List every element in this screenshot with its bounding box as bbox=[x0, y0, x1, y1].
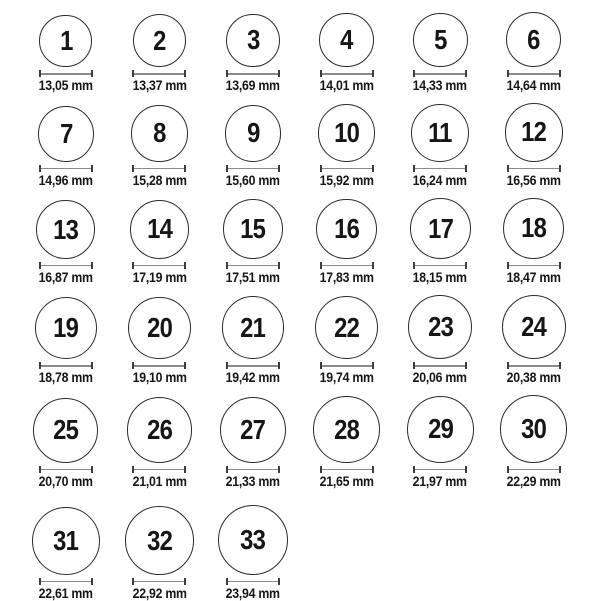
diameter-measure-line bbox=[226, 578, 280, 585]
ring-size-circle bbox=[411, 104, 469, 162]
diameter-label: 16,56 mm bbox=[506, 171, 561, 188]
ring-size-number: 14 bbox=[146, 213, 172, 245]
ring-size-item bbox=[300, 104, 394, 187]
ring-size-number: 27 bbox=[240, 413, 266, 445]
diameter-measure-line bbox=[39, 578, 93, 585]
diameter-label: 19,42 mm bbox=[225, 369, 281, 386]
diameter-measure-line bbox=[413, 466, 467, 473]
diameter-label: 22,92 mm bbox=[132, 584, 187, 601]
diameter-measure-line bbox=[413, 70, 467, 77]
diameter-label: 19,74 mm bbox=[319, 369, 374, 386]
ring-size-item bbox=[19, 200, 113, 285]
ring-size-number: 20 bbox=[146, 312, 172, 344]
ring-size-circle bbox=[315, 296, 378, 359]
measure-line-bar bbox=[134, 581, 184, 583]
diameter-measure-line bbox=[226, 466, 280, 473]
measure-line-bar bbox=[228, 73, 278, 75]
diameter-measure-line bbox=[132, 362, 186, 369]
measure-line-bar bbox=[228, 365, 278, 367]
ring-size-number: 8 bbox=[153, 117, 166, 149]
ring-size-circle bbox=[226, 14, 280, 68]
diameter-measure-line bbox=[226, 165, 280, 172]
diameter-measure-line bbox=[320, 165, 374, 172]
measure-line-bar bbox=[415, 73, 465, 75]
diameter-measure-line bbox=[132, 262, 186, 269]
ring-size-circle bbox=[505, 103, 563, 161]
diameter-label: 19,10 mm bbox=[132, 369, 187, 386]
ring-size-circle bbox=[413, 13, 468, 68]
diameter-label: 23,94 mm bbox=[225, 584, 281, 601]
ring-size-number: 2 bbox=[153, 24, 166, 56]
diameter-label: 18,15 mm bbox=[413, 268, 468, 285]
ring-size-number: 10 bbox=[334, 116, 359, 148]
ring-size-item bbox=[300, 296, 394, 385]
diameter-label: 20,70 mm bbox=[38, 472, 93, 489]
diameter-measure-line bbox=[413, 165, 467, 172]
ring-size-item bbox=[206, 296, 300, 385]
ring-size-item bbox=[113, 14, 207, 93]
ring-size-number: 6 bbox=[527, 23, 540, 55]
chart-row bbox=[19, 198, 581, 285]
ring-size-item bbox=[113, 105, 207, 187]
measure-line-bar bbox=[415, 265, 465, 267]
ring-size-circle bbox=[318, 104, 375, 161]
ring-size-number: 19 bbox=[53, 312, 79, 344]
ring-size-circle bbox=[218, 505, 288, 575]
ring-size-circle bbox=[407, 396, 474, 463]
measure-line-bar bbox=[509, 168, 559, 170]
measure-line-bar bbox=[322, 168, 372, 170]
ring-size-number: 31 bbox=[53, 524, 79, 556]
measure-line-bar bbox=[41, 581, 91, 583]
ring-size-item bbox=[393, 198, 487, 285]
ring-size-circle bbox=[38, 106, 94, 162]
diameter-measure-line bbox=[320, 262, 374, 269]
diameter-label: 20,06 mm bbox=[413, 369, 468, 386]
ring-size-number: 11 bbox=[428, 116, 452, 148]
ring-size-item bbox=[113, 397, 207, 488]
chart-row bbox=[19, 505, 581, 601]
ring-size-number: 9 bbox=[246, 117, 260, 149]
measure-line-bar bbox=[41, 365, 91, 367]
diameter-label: 13,69 mm bbox=[225, 77, 281, 94]
measure-line-bar bbox=[41, 469, 91, 471]
ring-size-number: 15 bbox=[240, 213, 266, 245]
diameter-label: 15,28 mm bbox=[132, 171, 187, 188]
ring-size-number: 22 bbox=[334, 311, 359, 343]
ring-size-number: 25 bbox=[53, 414, 79, 446]
diameter-measure-line bbox=[226, 362, 280, 369]
ring-size-circle bbox=[223, 199, 283, 259]
ring-size-circle bbox=[127, 397, 192, 462]
ring-size-circle bbox=[225, 105, 282, 162]
ring-size-circle bbox=[500, 395, 567, 462]
ring-size-circle bbox=[128, 297, 190, 359]
diameter-label: 14,64 mm bbox=[506, 77, 561, 94]
measure-line-bar bbox=[228, 168, 278, 170]
ring-size-number: 3 bbox=[246, 24, 260, 56]
ring-size-circle bbox=[222, 296, 285, 359]
ring-size-item bbox=[113, 506, 207, 600]
diameter-label: 16,24 mm bbox=[413, 171, 468, 188]
ring-size-number: 12 bbox=[521, 116, 547, 148]
diameter-label: 14,33 mm bbox=[413, 77, 468, 94]
measure-line-bar bbox=[134, 265, 184, 267]
measure-line-bar bbox=[134, 469, 184, 471]
ring-size-item bbox=[487, 198, 581, 285]
ring-size-item bbox=[206, 505, 300, 601]
diameter-measure-line bbox=[320, 70, 374, 77]
diameter-label: 13,05 mm bbox=[38, 77, 93, 94]
measure-line-bar bbox=[228, 469, 278, 471]
measure-line-bar bbox=[322, 365, 372, 367]
measure-line-bar bbox=[322, 265, 372, 267]
diameter-label: 21,33 mm bbox=[225, 472, 281, 489]
ring-size-number: 28 bbox=[334, 413, 359, 445]
ring-size-number: 16 bbox=[334, 212, 359, 244]
diameter-label: 13,37 mm bbox=[132, 77, 187, 94]
chart-row bbox=[19, 12, 581, 93]
ring-size-circle bbox=[408, 295, 472, 359]
ring-size-circle bbox=[502, 295, 566, 359]
ring-size-circle bbox=[36, 200, 95, 259]
ring-size-item bbox=[393, 295, 487, 385]
ring-size-number: 5 bbox=[433, 23, 447, 55]
diameter-measure-line bbox=[39, 362, 93, 369]
ring-size-number: 21 bbox=[240, 311, 266, 343]
diameter-label: 22,61 mm bbox=[38, 584, 93, 601]
diameter-label: 18,47 mm bbox=[506, 268, 561, 285]
measure-line-bar bbox=[322, 469, 372, 471]
diameter-label: 14,96 mm bbox=[38, 171, 93, 188]
ring-size-item bbox=[113, 297, 207, 385]
measure-line-bar bbox=[41, 265, 91, 267]
diameter-measure-line bbox=[507, 165, 561, 172]
measure-line-bar bbox=[415, 469, 465, 471]
measure-line-bar bbox=[41, 73, 91, 75]
ring-size-item bbox=[19, 106, 113, 188]
ring-size-item bbox=[393, 104, 487, 188]
measure-line-bar bbox=[509, 469, 559, 471]
measure-line-bar bbox=[415, 365, 465, 367]
measure-line-bar bbox=[41, 168, 91, 170]
ring-size-item bbox=[393, 13, 487, 94]
ring-size-item bbox=[19, 297, 113, 385]
ring-size-number: 32 bbox=[146, 524, 172, 556]
ring-size-number: 1 bbox=[59, 24, 72, 56]
measure-line-bar bbox=[322, 73, 372, 75]
ring-size-circle bbox=[125, 506, 193, 574]
measure-line-bar bbox=[509, 73, 559, 75]
ring-size-item bbox=[487, 103, 581, 187]
ring-size-number: 13 bbox=[53, 213, 79, 245]
chart-row bbox=[19, 395, 581, 488]
diameter-measure-line bbox=[507, 362, 561, 369]
diameter-label: 21,97 mm bbox=[413, 472, 468, 489]
diameter-label: 17,19 mm bbox=[132, 268, 187, 285]
diameter-measure-line bbox=[226, 70, 280, 77]
diameter-measure-line bbox=[39, 70, 93, 77]
ring-size-circle bbox=[39, 15, 92, 68]
ring-size-item bbox=[19, 507, 113, 601]
diameter-label: 16,87 mm bbox=[38, 268, 93, 285]
ring-size-item bbox=[300, 13, 394, 93]
diameter-label: 15,60 mm bbox=[225, 171, 281, 188]
ring-size-item bbox=[300, 199, 394, 285]
diameter-measure-line bbox=[132, 578, 186, 585]
measure-line-bar bbox=[509, 365, 559, 367]
ring-size-item bbox=[300, 396, 394, 488]
ring-size-item bbox=[487, 12, 581, 93]
ring-size-circle bbox=[220, 397, 286, 463]
ring-size-number: 29 bbox=[427, 413, 453, 445]
ring-size-number: 17 bbox=[427, 212, 453, 244]
ring-size-circle bbox=[133, 14, 186, 67]
chart-row bbox=[19, 103, 581, 187]
diameter-measure-line bbox=[413, 262, 467, 269]
ring-size-item bbox=[206, 397, 300, 489]
ring-size-number: 4 bbox=[340, 24, 353, 56]
chart-row bbox=[19, 295, 581, 385]
diameter-label: 15,92 mm bbox=[319, 171, 374, 188]
ring-size-item bbox=[19, 15, 113, 94]
diameter-label: 21,65 mm bbox=[319, 472, 374, 489]
diameter-label: 17,51 mm bbox=[225, 268, 281, 285]
measure-line-bar bbox=[509, 265, 559, 267]
diameter-measure-line bbox=[39, 165, 93, 172]
ring-size-circle bbox=[319, 13, 373, 67]
ring-size-circle bbox=[313, 396, 379, 462]
ring-size-circle bbox=[33, 398, 98, 463]
ring-size-circle bbox=[410, 198, 471, 259]
diameter-label: 17,83 mm bbox=[319, 268, 374, 285]
diameter-measure-line bbox=[507, 466, 561, 473]
ring-size-number: 30 bbox=[521, 413, 547, 445]
diameter-measure-line bbox=[320, 466, 374, 473]
ring-size-item bbox=[393, 396, 487, 489]
measure-line-bar bbox=[134, 168, 184, 170]
measure-line-bar bbox=[228, 581, 278, 583]
diameter-measure-line bbox=[320, 362, 374, 369]
ring-size-number: 7 bbox=[59, 117, 72, 149]
ring-size-item bbox=[206, 199, 300, 285]
ring-size-item bbox=[206, 14, 300, 94]
ring-size-item bbox=[113, 200, 207, 285]
diameter-measure-line bbox=[507, 70, 561, 77]
diameter-measure-line bbox=[132, 165, 186, 172]
diameter-measure-line bbox=[39, 466, 93, 473]
diameter-measure-line bbox=[132, 466, 186, 473]
ring-size-item bbox=[487, 295, 581, 385]
ring-size-circle bbox=[316, 199, 376, 259]
ring-size-number: 18 bbox=[521, 212, 547, 244]
ring-size-number: 23 bbox=[427, 311, 453, 343]
diameter-label: 14,01 mm bbox=[319, 77, 374, 94]
diameter-label: 21,01 mm bbox=[132, 472, 187, 489]
diameter-measure-line bbox=[507, 262, 561, 269]
ring-size-circle bbox=[503, 198, 564, 259]
ring-size-number: 33 bbox=[240, 523, 266, 555]
ring-size-item bbox=[487, 395, 581, 488]
diameter-measure-line bbox=[226, 262, 280, 269]
ring-size-number: 24 bbox=[521, 311, 547, 343]
ring-size-item bbox=[206, 105, 300, 188]
diameter-measure-line bbox=[132, 70, 186, 77]
ring-size-circle bbox=[35, 297, 97, 359]
ring-size-circle bbox=[506, 12, 561, 67]
diameter-label: 18,78 mm bbox=[38, 369, 93, 386]
ring-size-number: 26 bbox=[146, 414, 172, 446]
measure-line-bar bbox=[228, 265, 278, 267]
ring-size-circle bbox=[32, 507, 100, 575]
measure-line-bar bbox=[134, 73, 184, 75]
measure-line-bar bbox=[134, 365, 184, 367]
diameter-measure-line bbox=[413, 362, 467, 369]
ring-size-circle bbox=[130, 200, 189, 259]
ring-size-item bbox=[19, 398, 113, 489]
diameter-label: 20,38 mm bbox=[506, 369, 561, 386]
ring-size-circle bbox=[131, 105, 187, 161]
diameter-label: 22,29 mm bbox=[506, 472, 561, 489]
diameter-measure-line bbox=[39, 262, 93, 269]
measure-line-bar bbox=[415, 168, 465, 170]
